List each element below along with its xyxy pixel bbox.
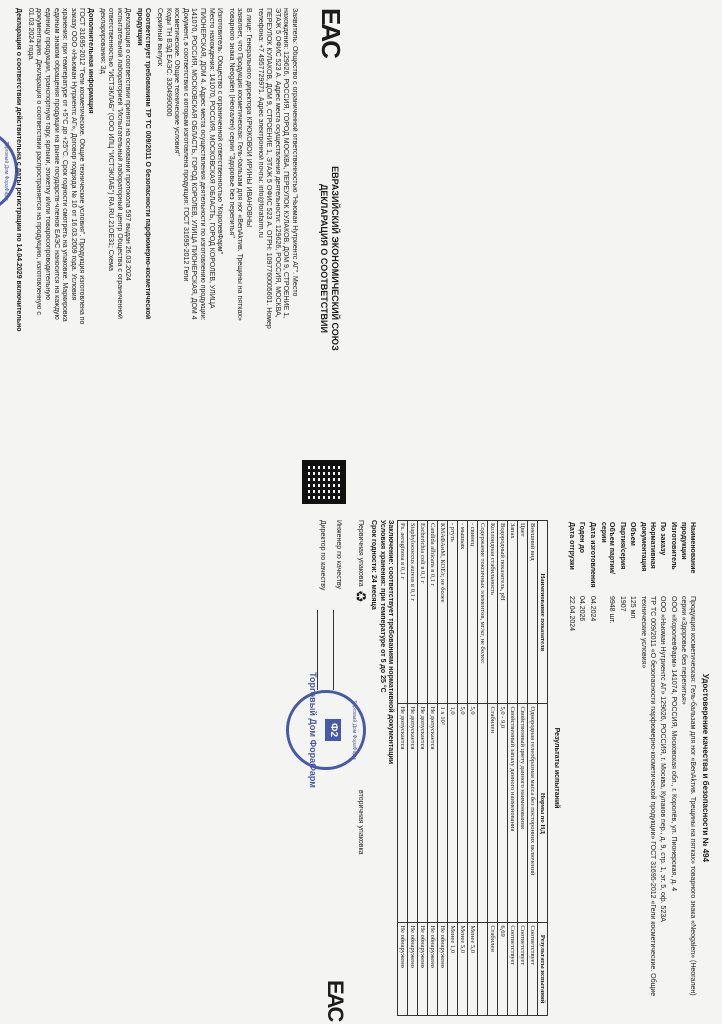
results-cell: Стабилен — [488, 923, 498, 1016]
extra-line: единым знаком обращения продукции на рынке государств-членов ЕАЭС наносится на каждую — [52, 8, 60, 320]
results-cell: Не обнаружено — [398, 923, 408, 1016]
results-cell: Менее 1,0 — [448, 923, 458, 1016]
recycle-note: вторичная упаковка — [357, 790, 365, 855]
eac-mark: EAC — [316, 8, 346, 57]
results-header — [538, 521, 548, 1016]
info-row — [586, 520, 597, 1016]
certificate-title: Удостоверение качества и безопасности № 494 — [701, 673, 710, 863]
manufacturer-line: ПИОНЕРСКАЯ, ДОМ 4. Адрес места осуществления деятельности по изготовлению продукции: — [199, 8, 207, 321]
results-cell: Escherichia coli в 0,1 г — [418, 521, 428, 704]
shelf-life: Срок годности: 24 месяца — [370, 520, 378, 610]
info-value: 04.2024 — [589, 596, 597, 622]
info-value: ТР ТС 009/2011 «О безопасности парфюмерно-косметической продукции» ГОСТ 31695-2012 «Гели косметические. Общие технические условия» — [640, 596, 656, 997]
results-cell: 5,0 - 9,0 — [498, 704, 508, 923]
results-cell: - свинец — [468, 521, 478, 704]
basis-line: испытательной лабораторией "Испытательный лабораторный центр Общества с ограниченной — [115, 8, 123, 319]
signature-area — [0, 8, 10, 504]
info-label: Дата изготовления — [589, 522, 597, 588]
extra-block — [25, 8, 94, 504]
info-label: Годен до — [578, 522, 586, 554]
results-cell: 6,69 — [498, 923, 508, 1016]
info-row — [597, 520, 616, 1016]
basis-block — [97, 8, 131, 504]
info-label: Объем партии/серии — [599, 522, 616, 574]
results-cell: Однородная гелеобразная масса без посторонних включений — [528, 704, 538, 923]
manufacturer-line: Серийный выпуск — [156, 8, 164, 66]
declaration-title: ДЕКЛАРАЦИЯ О СООТВЕТСТВИИ — [319, 183, 329, 333]
results-cell: Не обнаружено — [408, 923, 418, 1016]
results-cell: Менее 5,0 — [468, 923, 478, 1016]
results-row — [458, 521, 468, 1016]
results-cell: Стабилен — [488, 704, 498, 923]
manufacturer-line: Место нахождения: 141070, РОССИЯ, МОСКОВСКАЯ ОБЛАСТЬ, ГОРОД КОРОЛЕВ, УЛИЦА — [207, 8, 215, 309]
stamp-ring-text: Торговый Дом ФораФарм — [351, 700, 358, 760]
results-cell: Ps. aeruginosa в 0,1 г — [398, 521, 408, 704]
results-cell: Candida albicans в 0,1 г — [428, 521, 438, 704]
results-cell: Внешний вид — [528, 521, 538, 704]
manufacturer-block — [155, 8, 224, 504]
results-cell: Запах — [508, 521, 518, 704]
info-row — [565, 520, 576, 1016]
declares-line: заявляет, что Продукция косметическая: Гель-бальзам для ног «BenAkтив. Трещины на пятках» — [236, 8, 244, 321]
quality-director: Директор по качеству — [319, 520, 327, 591]
results-cell: Не обнаружено — [438, 923, 448, 1016]
extra-line: документацию. Декларация о соответствии распространяется на продукцию, изготовленную с — [35, 8, 43, 315]
results-cell: КМАФАнМ, КОЕ/г, не более — [438, 521, 448, 704]
results-cell: Свойственный запаху данного наименования — [508, 704, 518, 923]
validity-line: Декларация о соответствии действительна с даты регистрации по 14.04.2029 включительно — [15, 8, 23, 332]
results-cell — [478, 923, 488, 1016]
results-row — [528, 521, 538, 1016]
info-label: Дата отгрузки — [567, 522, 575, 570]
qr-code — [302, 460, 346, 504]
applicant-line: ПЕРЕУЛОК КУЛАКОВ, ДОМ 9, СТРОЕНИЕ 1, ЭТАЖ 5 ОФИС 523 А. ОГРН: 1097760005601. Номер — [265, 8, 273, 329]
header-cell: Нормы по НД — [538, 704, 548, 923]
results-row — [438, 521, 448, 1016]
engineer-signature-line — [334, 610, 335, 690]
extra-line: заказу ООО «Ньюман Нутриентс АГ», Договор подряда № 10 от 16.03.2009 года. Условия — [69, 8, 77, 301]
results-cell: Содержание токсичных элементов, мг/кг, не более: — [478, 521, 488, 704]
info-label: Нормативная документация — [640, 522, 656, 572]
results-cell: 5,0 — [468, 704, 478, 923]
conformity-line: Соответствует требованиям ТР ТС 009/2011 О безопасности парфюмерно-косметической — [144, 8, 152, 320]
info-label: Изготовитель — [669, 522, 677, 570]
info-value: 125 мл — [629, 596, 637, 619]
results-cell: Staphylococcus aureus в 0,1 г — [408, 521, 418, 704]
results-cell: Коллоидная стабильность — [488, 521, 498, 704]
info-value: ООО «КоролевФарм» 141074, РОССИЯ, Московская обл., г. Королёв, ул. Пионерская, д. 4 — [669, 596, 677, 892]
info-label: Партия/серия — [618, 522, 626, 570]
results-title: Результаты испытаний — [553, 727, 561, 809]
results-cell: Соответствует — [528, 923, 538, 1016]
results-row — [478, 521, 488, 1016]
results-row — [428, 521, 438, 1016]
recycle-icon: ♻ — [352, 590, 368, 603]
results-cell: Не обнаружено — [428, 923, 438, 1016]
applicant-line: Заявитель: Общество с ограниченной ответственностью "Ньюман Нутриентс АГ". Место — [291, 8, 298, 297]
results-row — [518, 521, 528, 1016]
manufacturer-line: Коды ТН ВЭД ЕАЭС: 3304990000 — [164, 8, 172, 117]
header-cell: Наименование показателя — [538, 521, 548, 704]
info-value: 04.2026 — [578, 596, 586, 622]
info-value: ООО «Ньюман Нутриентс АГ» 129626, РОССИЯ, г. Москва, Кулаков пер., д. 9, стр. 1, эт. 5, оф. 523А — [659, 596, 667, 922]
basis-line: ответственностью "ИСТЭКЛАБ" (ООО ИЛЦ "ИСТЭКЛАБ") RA.RU.21ОЕ31; Схема — [107, 8, 115, 271]
info-value: Продукция косметическая: Гель-бальзам для ног «BenAkтив. Трещины на пятках» товарного знака «Neogalen» (Неогален) серии «Здоровье без перепитья» — [680, 596, 696, 996]
results-row — [418, 521, 428, 1016]
info-label: Объем — [629, 522, 637, 546]
info-label: Наименование продукции — [680, 522, 696, 574]
info-row — [657, 520, 668, 1016]
results-row — [508, 521, 518, 1016]
results-row — [468, 521, 478, 1016]
info-value: 1907 — [618, 596, 626, 612]
manufacturer-line: Изготовитель: Общество с ограниченной ответственностью "КоролевФарм" — [216, 8, 224, 255]
declares-line: товарного знака Neogalen (Неогален) серии "Здоровье без перепитья" — [227, 8, 235, 238]
results-cell: 1 х 10³ — [438, 704, 448, 923]
extra-line: единицу продукции, транспортную тару, ярлыки, этикетку и/или товаросопроводительную — [43, 8, 51, 300]
info-row — [678, 520, 697, 1016]
info-row — [627, 520, 638, 1016]
results-cell: 1,0 — [448, 704, 458, 923]
results-cell: Не допускается — [418, 704, 428, 923]
extra-heading: Дополнительная информация — [86, 8, 94, 114]
info-row — [637, 520, 656, 1016]
certificate-footer — [308, 520, 369, 1021]
results-cell: Свойственный цвету данного наименования — [518, 704, 528, 923]
extra-line: хранения: при температуре от +5°С до +25°С. Срок годности смотреть на упаковке. Маркировка — [61, 8, 69, 322]
certificate-page — [308, 512, 715, 1024]
basis-line: декларирования: 3д — [98, 8, 106, 74]
manufacturer-line: косметические. Общие технические условия" — [173, 8, 181, 156]
results-cell: Соответствует — [518, 923, 528, 1016]
certificate-stamp — [287, 672, 367, 788]
results-row — [408, 521, 418, 1016]
declaration-page — [2, 0, 350, 512]
extra-line: 01.03.2024 года. — [26, 8, 34, 62]
results-cell: Цвет — [518, 521, 528, 704]
info-value: 9948 шт. — [608, 596, 616, 624]
stamp-ring-text: Торговый Дом ФораФарм — [2, 141, 9, 201]
applicant-line: телефона: +7 4957729971. Адрес электронной почты: info@forafarm.ru — [256, 8, 264, 238]
results-cell: Не допускается — [408, 704, 418, 923]
info-label: По заказу — [659, 522, 667, 556]
results-row — [398, 521, 408, 1016]
applicant-block — [255, 8, 298, 504]
info-value: 22.04.2024 — [567, 596, 575, 632]
manufacturer-line: Документ, в соответствии с которым изготовлена продукция: ГОСТ 31695-2012 Гели — [181, 8, 189, 282]
quality-engineer: Инженер по качеству — [335, 520, 343, 589]
info-row — [576, 520, 587, 1016]
results-row — [448, 521, 458, 1016]
results-cell: Менее 5,0 — [458, 923, 468, 1016]
stamp-center-text: Торговый Дом ФораФарм — [308, 672, 319, 788]
results-cell: Водородный показатель, рН — [498, 521, 508, 704]
eac-mark: EAC — [323, 980, 349, 1021]
results-cell: Не допускается — [428, 704, 438, 923]
applicant-line: нахождения: 129626, РОССИЯ, ГОРОД МОСКВА, ПЕРЕУЛОК КУЛАКОВ, ДОМ 9, СТРОЕНИЕ 1, — [282, 8, 290, 319]
results-cell: Не допускается — [398, 704, 408, 923]
packaging-label: Первичная упаковка — [357, 520, 365, 587]
results-cell — [478, 704, 488, 923]
extra-line: ГОСТ 31695-2012 "Гели косметические. Общие технические условия". Продукция изготовлена по — [78, 8, 86, 325]
manufacturer-line: 141070, РОССИЯ, МОСКОВСКАЯ ОБЛАСТЬ, ГОРОД КОРОЛЕВ, УЛИЦА ПИОНЕРСКАЯ, ДОМ 4 — [190, 8, 198, 320]
union-title: ЕВРАЗИЙСКИЙ ЭКОНОМИЧЕСКИЙ СОЮЗ — [330, 166, 340, 351]
storage: Условия хранения: при температуре от 5 до 25 °С — [378, 520, 386, 693]
results-cell: Соответствует — [508, 923, 518, 1016]
basis-line: Декларация о соответствии принята на основании протокола 597 выдан 26.03.2024 — [124, 8, 132, 281]
stamp-logo: Ф2 — [325, 719, 341, 741]
person-line: В лице: Генерального директора КРЮКОВОЙ ИРИНЫ ИВАНОВНЫ — [245, 8, 253, 228]
info-row — [667, 520, 678, 1016]
results-row — [498, 521, 508, 1016]
results-row — [488, 521, 498, 1016]
results-cell: Не обнаружено — [418, 923, 428, 1016]
conformity-line: продукции — [135, 8, 143, 46]
results-cell: 5,0 — [458, 704, 468, 923]
conclusion: Заключение: соответствует требованиям нормативной документации — [387, 520, 395, 765]
applicant-line: ЭТАЖ 5 ОФИС 523 А. Адрес места осуществления деятельности: 129626, РОССИЯ, МОСКВА, — [273, 8, 281, 318]
results-cell: - мышьяк — [458, 521, 468, 704]
results-table — [397, 520, 548, 1016]
header-cell: Результаты испытаний — [538, 923, 548, 1016]
info-row — [616, 520, 627, 1016]
certificate-info — [565, 520, 697, 1016]
results-cell: - ртуть — [448, 521, 458, 704]
